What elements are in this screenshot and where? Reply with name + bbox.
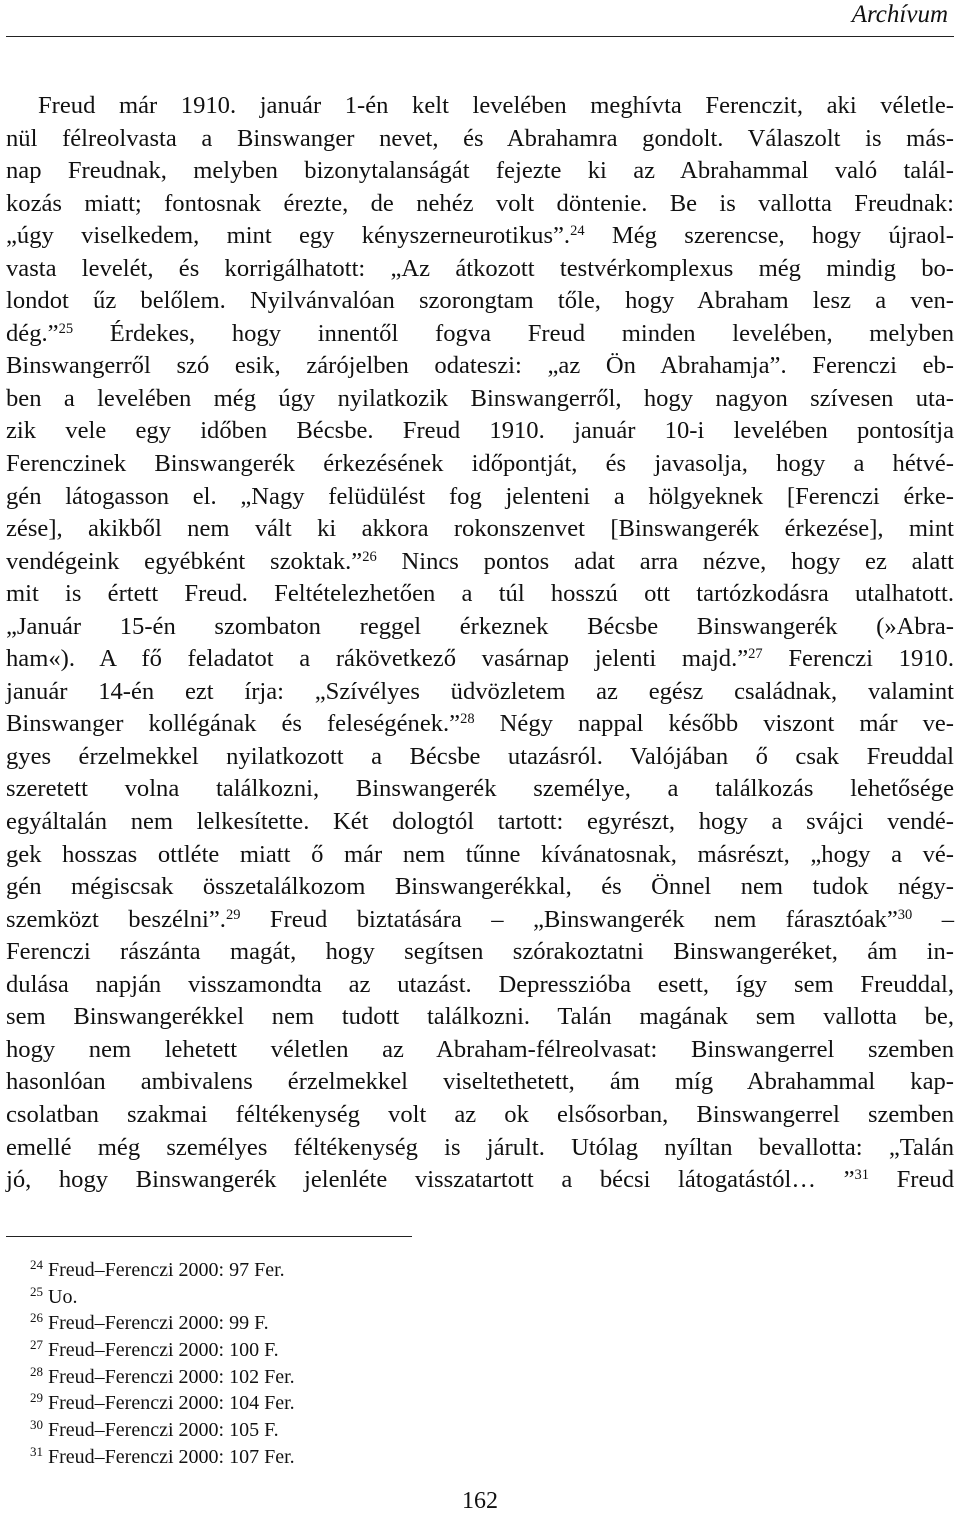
text-run: egyáltalán nem lelkesítette. Két dologtól tartott: egyrészt, hogy a svájci vendé- <box>6 808 954 836</box>
text-run: sem Binswangerékkel nem tudott találkozni. Talán magának sem vallotta be, <box>6 1003 954 1031</box>
text-run: vasta levelét, és korrigálhatott: „Az átkozott testvérkomplexus még mindig bo- <box>6 254 954 282</box>
text-line <box>6 350 954 383</box>
text-run: Binswangerről szó esik, zárójelben odateszi: „az Ön Abrahamja”. Ferenczi eb- <box>6 352 954 380</box>
text-line <box>6 1132 954 1165</box>
footnote-ref: 26 <box>362 548 377 565</box>
footnote-number: 26 <box>30 1310 43 1326</box>
text-line <box>6 1034 954 1067</box>
footnote-number: 24 <box>30 1257 43 1272</box>
text-run: londot űz belőlem. Nyilvánvalóan szorongtam tőle, hogy Abraham lesz a ven- <box>6 287 954 315</box>
text-line <box>6 415 954 448</box>
text-run: Binswanger kollégának és feleségének.” <box>6 710 461 738</box>
body-text <box>6 90 954 1197</box>
text-run: gek hosszas ottléte miatt ő már nem tűnne kívánatosnak, másrészt, „hogy a vé- <box>6 840 954 868</box>
text-run: dulása napján visszamondta az utazást. Depresszióba esett, így sem Freuddal, <box>6 970 954 998</box>
footnote-number: 31 <box>30 1443 43 1459</box>
footnote-text: Freud–Ferenczi 2000: 105 F. <box>48 1419 279 1442</box>
text-run: vendégeink egyébként szoktak.” <box>6 547 363 575</box>
text-run: Még szerencse, hogy újraol- <box>584 222 955 250</box>
text-line <box>6 481 954 514</box>
text-line <box>6 643 954 676</box>
text-run: Ferenczinek Binswangerék érkezésének időpontját, és javasolja, hogy a hétvé- <box>6 450 954 478</box>
text-run: január 14-én ezt írja: „Szívélyes üdvözletem az egész családnak, valamint <box>6 677 954 705</box>
text-line <box>6 773 954 806</box>
footnote <box>30 1390 295 1417</box>
footnote-text: Freud–Ferenczi 2000: 102 Fer. <box>48 1365 295 1388</box>
footnote <box>30 1284 295 1311</box>
footnote-ref: 28 <box>460 711 475 728</box>
text-run: szemközt beszélni”. <box>6 905 226 933</box>
text-run: csolatban szakmai féltékenység volt az ok elsősorban, Binswangerrel szemben <box>6 1100 954 1128</box>
running-header <box>6 0 954 37</box>
text-run: nül félreolvasta a Binswanger nevet, és Abrahamra gondolt. Válaszolt is más- <box>6 124 954 152</box>
page-number: 162 <box>462 1488 498 1514</box>
text-run: zik vele egy időben Bécsbe. Freud 1910. január 10-i levelében pontosítja <box>6 417 954 445</box>
footnote-ref: 30 <box>897 906 913 923</box>
footnote-ref: 31 <box>854 1167 870 1184</box>
text-run: – <box>912 905 954 933</box>
footnote-text: Freud–Ferenczi 2000: 104 Fer. <box>48 1392 295 1415</box>
text-run: hasonlóan ambivalens érzelmekkel viseltethetett, ám míg Abrahammal kap- <box>6 1068 954 1096</box>
text-line <box>6 611 954 644</box>
footnote <box>30 1444 295 1471</box>
footnote-ref: 25 <box>58 320 74 337</box>
text-line <box>6 253 954 286</box>
text-line <box>6 839 954 872</box>
text-line <box>6 708 954 741</box>
text-run: Freud <box>869 1166 955 1194</box>
text-run: „Január 15-én szombaton reggel érkeznek Bécsbe Binswangerék (»Abra- <box>6 612 954 640</box>
text-run: nap Freudnak, melyben bizonytalanságát fejezte ki az Abrahammal való talál- <box>6 157 954 185</box>
text-run: Ferenczi rászánta magát, hogy segítsen szórakoztatni Binswangeréket, ám in- <box>6 938 954 966</box>
footnote-ref: 24 <box>570 223 585 240</box>
text-line <box>6 871 954 904</box>
text-line <box>6 806 954 839</box>
text-line <box>6 188 954 221</box>
text-run: gén mégiscsak összetalálkozom Binswangerékkal, és Önnel nem tudok négy- <box>6 873 954 901</box>
text-line <box>6 318 954 351</box>
text-run: szeretett volna találkozni, Binswangerék személye, a találkozás lehetősége <box>6 775 954 803</box>
footnote <box>30 1257 295 1284</box>
footnote <box>30 1364 295 1391</box>
footnote-number: 30 <box>30 1417 43 1433</box>
footnote-number: 28 <box>30 1363 43 1379</box>
footnote <box>30 1310 295 1337</box>
footnote-text: Uo. <box>48 1285 78 1308</box>
footnote <box>30 1337 295 1364</box>
text-run: ben a levelében még úgy nyilatkozik Binswangerről, hogy nagyon szívesen uta- <box>6 384 954 412</box>
text-line <box>6 1066 954 1099</box>
footnote-number: 29 <box>30 1390 43 1406</box>
text-line <box>6 383 954 416</box>
text-run: hogy nem lehetett véletlen az Abraham-félreolvasat: Binswangerrel szemben <box>6 1035 954 1063</box>
text-run: gén látogasson el. „Nagy felüdülést fog jelenteni a hölgyeknek [Ferenczi érke- <box>6 482 954 510</box>
header-title: Archívum <box>851 1 948 28</box>
text-run: Nincs pontos adat arra nézve, hogy ez alatt <box>376 547 954 575</box>
footnote-number: 25 <box>30 1283 43 1299</box>
text-run: Freud biztatására – „Binswangerék nem fárasztóak” <box>240 905 898 933</box>
footnote-text: Freud–Ferenczi 2000: 100 F. <box>48 1339 279 1362</box>
footnotes <box>30 1257 295 1471</box>
text-run: gyes érzelmekkel nyilatkozott a Bécsbe utazásról. Valójában ő csak Freuddal <box>6 742 954 770</box>
footnote-separator <box>6 1236 412 1237</box>
text-line <box>6 220 954 253</box>
text-line <box>6 155 954 188</box>
text-line <box>6 546 954 579</box>
text-line <box>6 1164 954 1197</box>
text-run: „úgy viselkedem, mint egy kényszerneurotikus”. <box>6 222 571 250</box>
text-run: jó, hogy Binswangerék jelenléte visszatartott a bécsi látogatástól… ” <box>6 1166 855 1194</box>
footnote-ref: 29 <box>225 906 241 923</box>
text-line <box>6 936 954 969</box>
text-line <box>6 448 954 481</box>
footnote-text: Freud–Ferenczi 2000: 99 F. <box>48 1312 269 1335</box>
text-run: ham«). A fő feladatot a rákövetkező vasárnap jelenti majd.” <box>6 645 749 673</box>
text-line <box>6 741 954 774</box>
text-run: zése], akikből nem vált ki akkora rokonszenvet [Binswangerék érkezése], mint <box>6 515 954 543</box>
text-line <box>6 285 954 318</box>
text-line <box>6 90 954 123</box>
text-run: Ferenczi 1910. <box>762 645 954 673</box>
text-line <box>6 904 954 937</box>
footnote-number: 27 <box>30 1337 43 1353</box>
text-run: mit is értett Freud. Feltételezhetően a túl hosszú ott tartózkodásra utalhatott. <box>6 580 954 608</box>
footnote <box>30 1417 295 1444</box>
text-run: emellé még személyes féltékenység is járult. Utólag nyíltan bevallotta: „Talán <box>6 1133 954 1161</box>
text-line <box>6 969 954 1002</box>
text-line <box>6 676 954 709</box>
text-line <box>6 1001 954 1034</box>
footnote-text: Freud–Ferenczi 2000: 107 Fer. <box>48 1445 295 1468</box>
text-run: Érdekes, hogy innentől fogva Freud minden levelében, melyben <box>73 319 954 347</box>
text-line <box>6 578 954 611</box>
text-run: dég.” <box>6 319 59 347</box>
text-run: Freud már 1910. január 1-én kelt levelében meghívta Ferenczit, aki véletle- <box>38 92 954 119</box>
footnote-ref: 27 <box>748 646 763 663</box>
text-run: Négy nappal később viszont már ve- <box>474 710 954 738</box>
text-line <box>6 513 954 546</box>
text-line <box>6 1099 954 1132</box>
text-line <box>6 123 954 156</box>
footnote-text: Freud–Ferenczi 2000: 97 Fer. <box>48 1259 285 1281</box>
text-run: kozás miatt; fontosnak érezte, de nehéz volt döntenie. Be is vallotta Freudnak: <box>6 189 954 217</box>
